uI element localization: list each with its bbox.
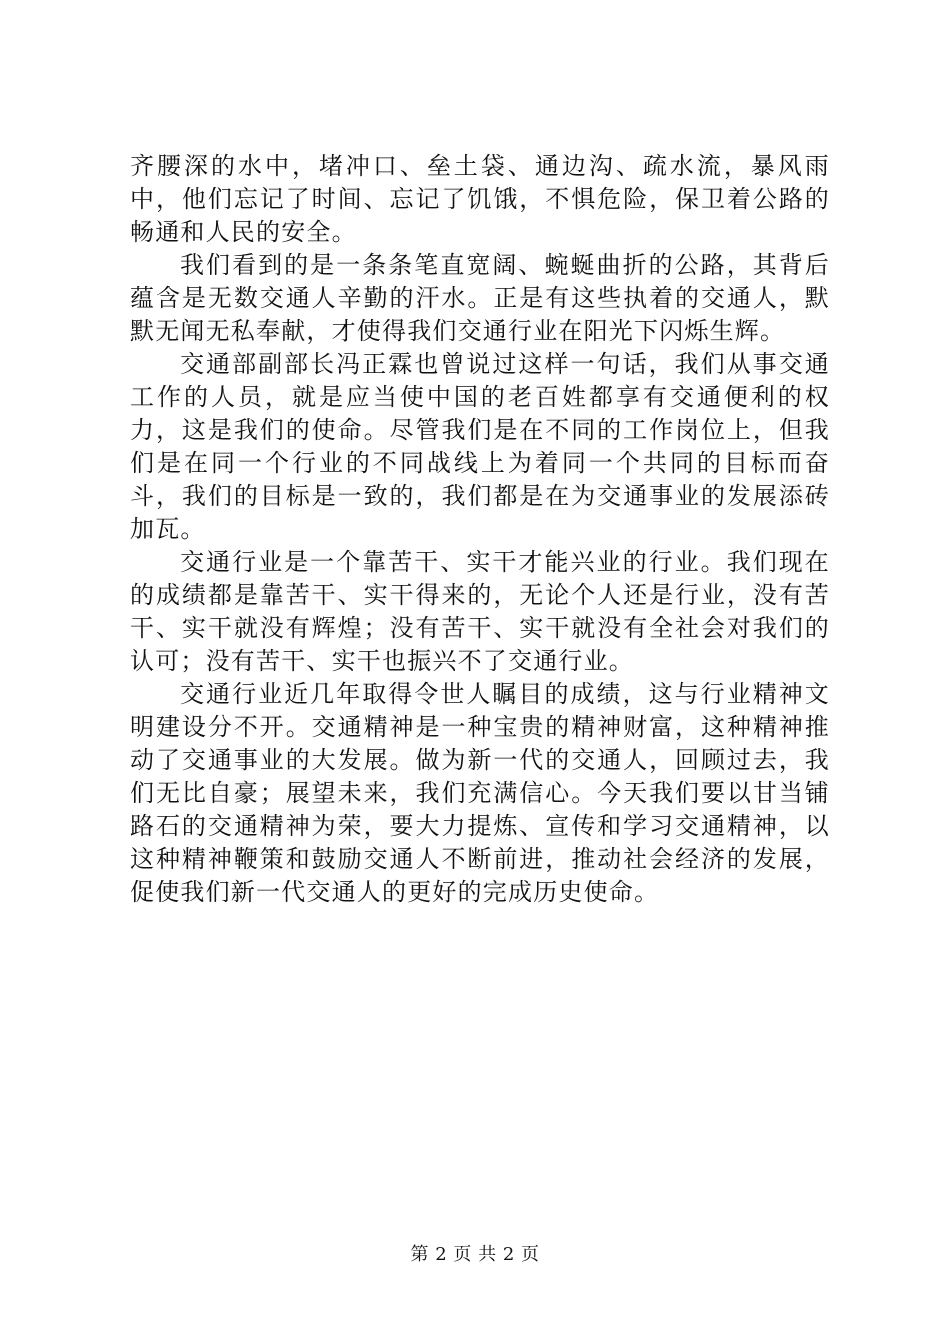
document-body [130, 150, 830, 909]
paragraph-1: 齐腰深的水中，堵冲口、垒土袋、通边沟、疏水流，暴风雨中，他们忘记了时间、忘记了饥饿，不惧危险，保卫着公路的畅通和人民的安全。 [130, 152, 830, 246]
paragraph-3: 交通部副部长冯正霖也曾说过这样一句话，我们从事交通工作的人员，就是应当使中国的老百姓都享有交通便利的权力，这是我们的使命。尽管我们是在不同的工作岗位上，但我们是在同一个行业的不同战线上为着同一个共同的目标而奋斗，我们的目标是一致的，我们都是在为交通事业的发展添砖加瓦。 [130, 350, 830, 543]
page-footer: 第 2 页 共 2 页 [410, 1244, 540, 1265]
paragraph-4: 交通行业是一个靠苦干、实干才能兴业的行业。我们现在的成绩都是靠苦干、实干得来的，无论个人还是行业，没有苦干、实干就没有辉煌；没有苦干、实干就没有全社会对我们的认可；没有苦干、实干也振兴不了交通行业。 [130, 548, 830, 675]
paragraph-2: 我们看到的是一条条笔直宽阔、蜿蜒曲折的公路，其背后蕴含是无数交通人辛勤的汗水。正是有这些执着的交通人，默默无闻无私奉献，才使得我们交通行业在阳光下闪烁生辉。 [130, 251, 830, 345]
paragraph-5: 交通行业近几年取得令世人瞩目的成绩，这与行业精神文明建设分不开。交通精神是一种宝贵的精神财富，这种精神推动了交通事业的大发展。做为新一代的交通人，回顾过去，我们无比自豪；展望未来，我们充满信心。今天我们要以甘当铺路石的交通精神为荣，要大力提炼、宣传和学习交通精神，以这种精神鞭策和鼓励交通人不断前进，推动社会经济的发展，促使我们新一代交通人的更好的完成历史使命。 [130, 680, 830, 906]
